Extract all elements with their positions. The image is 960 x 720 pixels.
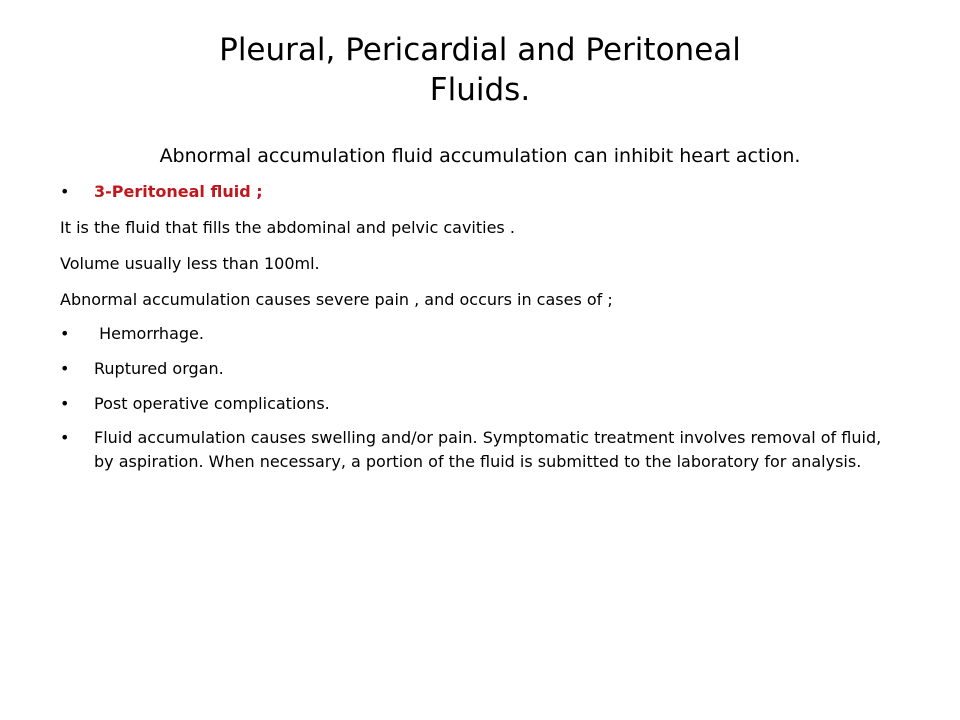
bullet-marker: •: [60, 428, 70, 447]
bullet-marker: •: [60, 359, 70, 378]
slide-title-line-1: Pleural, Pericardial and Peritoneal: [219, 32, 741, 68]
section-heading: 3-Peritoneal fluid ;: [94, 182, 263, 201]
paragraph-3: Abnormal accumulation causes severe pain , and occurs in cases of ;: [60, 290, 613, 309]
bullet-marker: •: [60, 324, 70, 343]
bullet-item-1: Hemorrhage.: [94, 324, 204, 343]
bullet-item-4: Fluid accumulation causes swelling and/or pain. Symptomatic treatment involves removal of fluid, by aspiration. When necessary, a portion of the fluid is submitted to the laboratory for analysis.: [94, 428, 897, 471]
slide-title-line-2: Fluids.: [429, 72, 531, 108]
slide-title: [130, 30, 830, 110]
paragraph-2: Volume usually less than 100ml.: [60, 254, 320, 273]
paragraph-1: It is the fluid that fills the abdominal and pelvic cavities .: [60, 218, 515, 237]
bullet-marker: •: [60, 182, 70, 201]
bullet-item-2: Ruptured organ.: [94, 359, 224, 378]
bullet-marker: •: [60, 394, 70, 413]
slide-subtitle: Abnormal accumulation fluid accumulation can inhibit heart action.: [159, 145, 801, 167]
bullet-item-3: Post operative complications.: [94, 394, 330, 413]
